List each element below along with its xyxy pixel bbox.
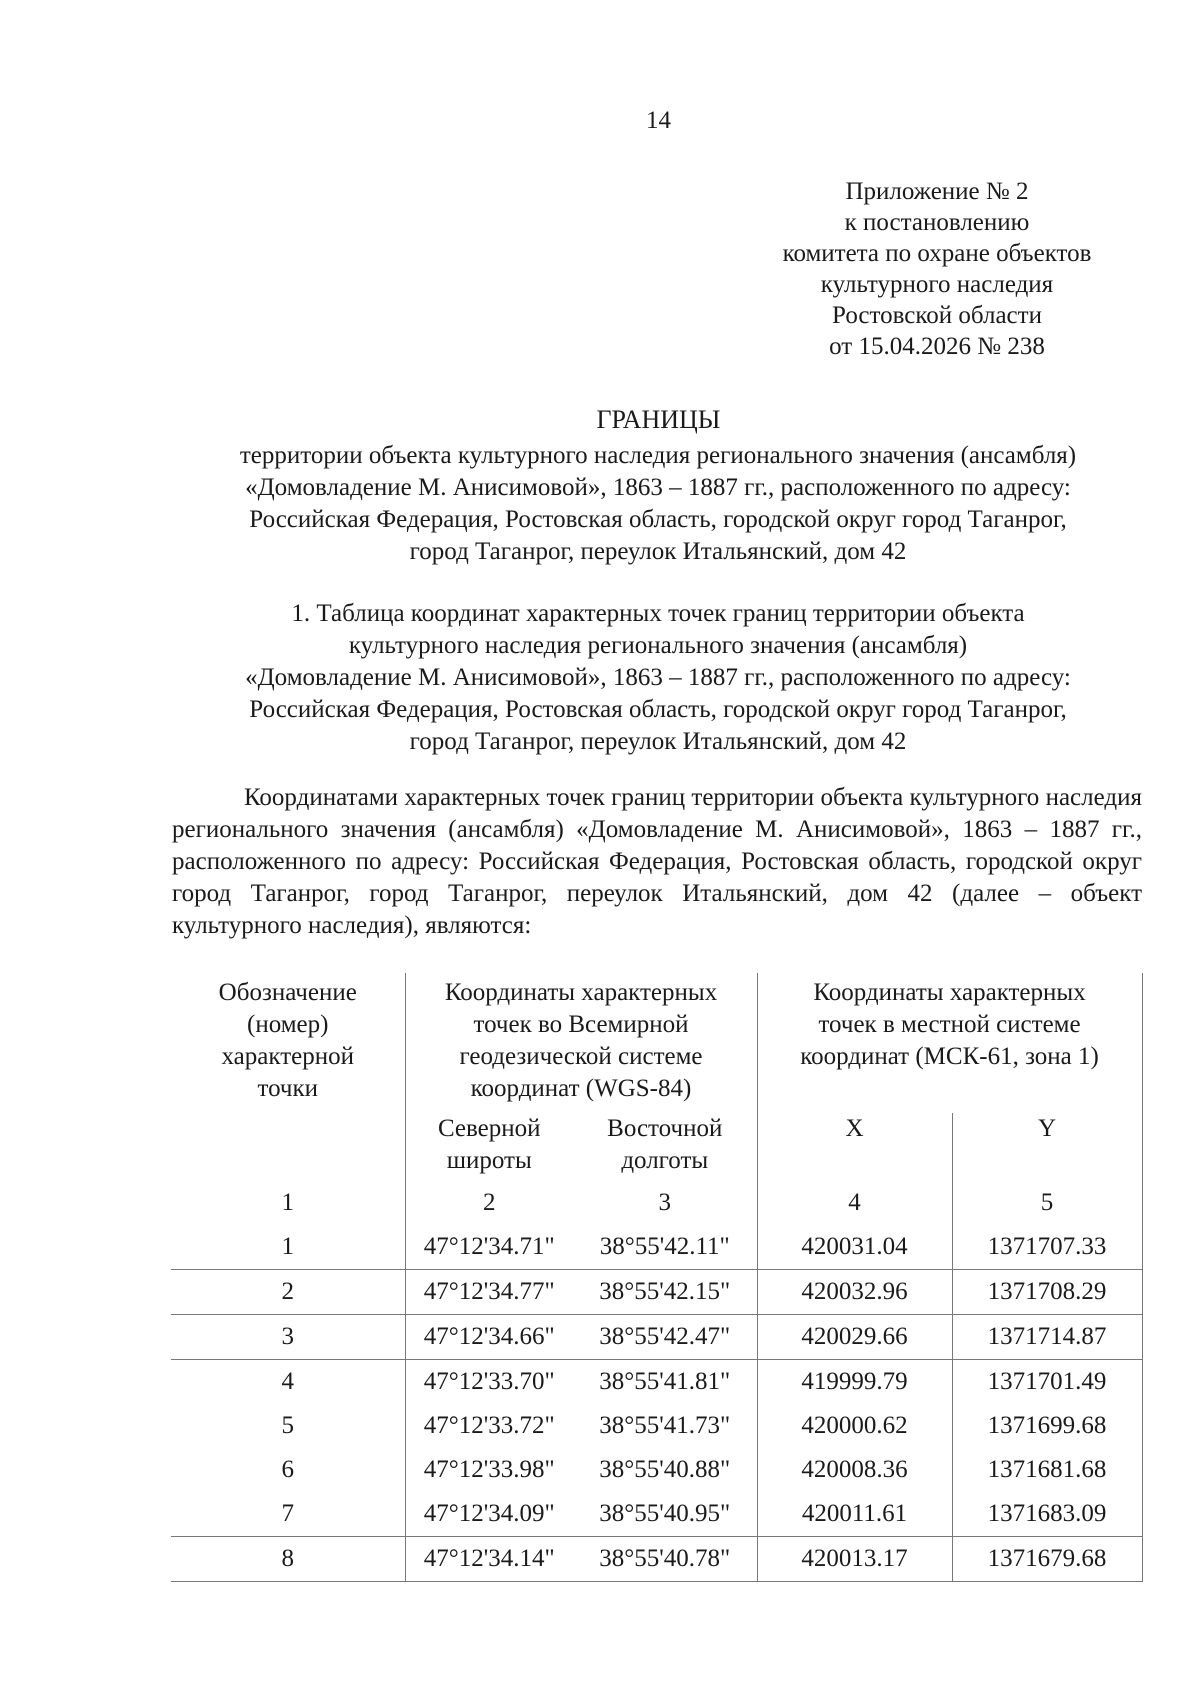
column-number: 3: [573, 1181, 757, 1225]
document-subtitle: [168, 440, 1148, 568]
table-header-row: [171, 973, 1142, 1113]
point-number: 4: [171, 1360, 405, 1405]
x-cell: 420013.17: [757, 1537, 952, 1582]
y-cell: 1371714.87: [952, 1315, 1142, 1360]
point-number: 8: [171, 1537, 405, 1582]
table-row: [171, 1537, 1142, 1582]
point-number: 7: [171, 1492, 405, 1537]
table-row: [171, 1315, 1142, 1360]
x-cell: 419999.79: [757, 1360, 952, 1405]
x-cell: 420008.36: [757, 1448, 952, 1492]
y-cell: 1371699.68: [952, 1404, 1142, 1448]
table-row: [171, 1360, 1142, 1405]
appendix-line: комитета по охране объектов: [782, 240, 1092, 267]
longitude-cell: 38°55'40.78": [573, 1537, 757, 1582]
header-msk61: Координаты характерных точек в местной системе координат (МСК-61, зона 1): [757, 973, 1142, 1113]
x-cell: 420031.04: [757, 1225, 952, 1270]
subtitle-line: территории объекта культурного наследия регионального значения (ансамбля): [239, 442, 1077, 469]
longitude-cell: 38°55'42.15": [573, 1270, 757, 1315]
point-number: 6: [171, 1448, 405, 1492]
y-cell: 1371701.49: [952, 1360, 1142, 1405]
appendix-line: от 15.04.2026 № 238: [829, 333, 1045, 360]
table-row: [171, 1270, 1142, 1315]
column-number: 1: [171, 1181, 405, 1225]
y-cell: 1371683.09: [952, 1492, 1142, 1537]
x-cell: 420011.61: [757, 1492, 952, 1537]
latitude-cell: 47°12'34.66": [405, 1315, 573, 1360]
header-x: X: [757, 1113, 952, 1181]
section-heading-line: Российская Федерация, Ростовская область, городской округ город Таганрог,: [249, 696, 1067, 723]
point-number: 5: [171, 1404, 405, 1448]
point-number: 2: [171, 1270, 405, 1315]
latitude-cell: 47°12'34.71": [423, 1233, 555, 1260]
y-cell: 1371708.29: [952, 1270, 1142, 1315]
body-paragraph: Координатами характерных точек границ территории объекта культурного наследия регионального значения (ансамбля) «Домовладение М. Анисимовой», 1863 – 1887 гг., расположенного по адресу: Российская Федерация, Ростовская область, городской округ город Таганрог, город Таганрог, переулок Итальянский, дом 42 (далее – объект культурного наследия), являются:: [172, 784, 1142, 939]
y-cell: 1371679.68: [952, 1537, 1142, 1582]
section-heading-line: «Домовладение М. Анисимовой», 1863 – 1887 гг., расположенного по адресу:: [245, 664, 1071, 691]
subtitle-line: «Домовладение М. Анисимовой», 1863 – 1887 гг., расположенного по адресу:: [245, 474, 1071, 501]
section-heading-line: 1. Таблица координат характерных точек границ территории объекта: [291, 600, 1025, 627]
section-heading-line: культурного наследия регионального значения (ансамбля): [348, 632, 968, 659]
longitude-cell: 38°55'41.81": [573, 1360, 757, 1405]
header-wgs84: Координаты характерных точек во Всемирной геодезической системе координат (WGS-84): [405, 973, 757, 1113]
column-number: 2: [483, 1189, 496, 1216]
appendix-line: Приложение № 2: [845, 178, 1029, 205]
latitude-cell: 47°12'33.98": [423, 1456, 555, 1483]
page-number: 14: [646, 107, 671, 134]
appendix-line: Ростовской области: [832, 302, 1042, 329]
header-north-latitude: Северной широты: [437, 1115, 541, 1174]
table-row: [171, 1448, 1142, 1492]
longitude-cell: 38°55'42.47": [573, 1315, 757, 1360]
y-cell: 1371681.68: [952, 1448, 1142, 1492]
table-row: [171, 1225, 1142, 1270]
x-cell: 420029.66: [757, 1315, 952, 1360]
column-numbers-row: [171, 1181, 1142, 1225]
latitude-cell: 47°12'34.09": [423, 1500, 555, 1527]
table-row: [171, 1404, 1142, 1448]
appendix-line: культурного наследия: [820, 271, 1054, 298]
latitude-cell: 47°12'33.70": [405, 1360, 573, 1405]
table-row: [171, 1492, 1142, 1537]
point-number: 1: [171, 1225, 405, 1270]
latitude-cell: 47°12'34.14": [405, 1537, 573, 1582]
header-east-longitude: Восточной долготы: [573, 1113, 757, 1181]
longitude-cell: 38°55'40.88": [573, 1448, 757, 1492]
subtitle-line: Российская Федерация, Ростовская область, городской округ город Таганрог,: [249, 506, 1067, 533]
x-cell: 420000.62: [757, 1404, 952, 1448]
latitude-cell: 47°12'34.77": [405, 1270, 573, 1315]
point-number: 3: [171, 1315, 405, 1360]
longitude-cell: 38°55'42.11": [573, 1225, 757, 1270]
header-y: Y: [952, 1113, 1142, 1181]
section-heading: [168, 598, 1148, 758]
document-title: ГРАНИЦЫ: [596, 405, 721, 434]
longitude-cell: 38°55'40.95": [573, 1492, 757, 1537]
longitude-cell: 38°55'41.73": [573, 1404, 757, 1448]
section-heading-line: город Таганрог, переулок Итальянский, дом 42: [409, 728, 907, 755]
subtitle-line: город Таганрог, переулок Итальянский, дом 42: [409, 538, 907, 565]
x-cell: 420032.96: [757, 1270, 952, 1315]
column-number: 4: [757, 1181, 952, 1225]
latitude-cell: 47°12'33.72": [423, 1412, 555, 1439]
appendix-line: к постановлению: [844, 209, 1030, 236]
appendix-block: [720, 176, 1154, 362]
header-point-designation: Обозначение (номер) характерной точки: [171, 973, 405, 1181]
column-number: 5: [952, 1181, 1142, 1225]
coordinates-table: [171, 973, 1143, 1582]
y-cell: 1371707.33: [952, 1225, 1142, 1270]
